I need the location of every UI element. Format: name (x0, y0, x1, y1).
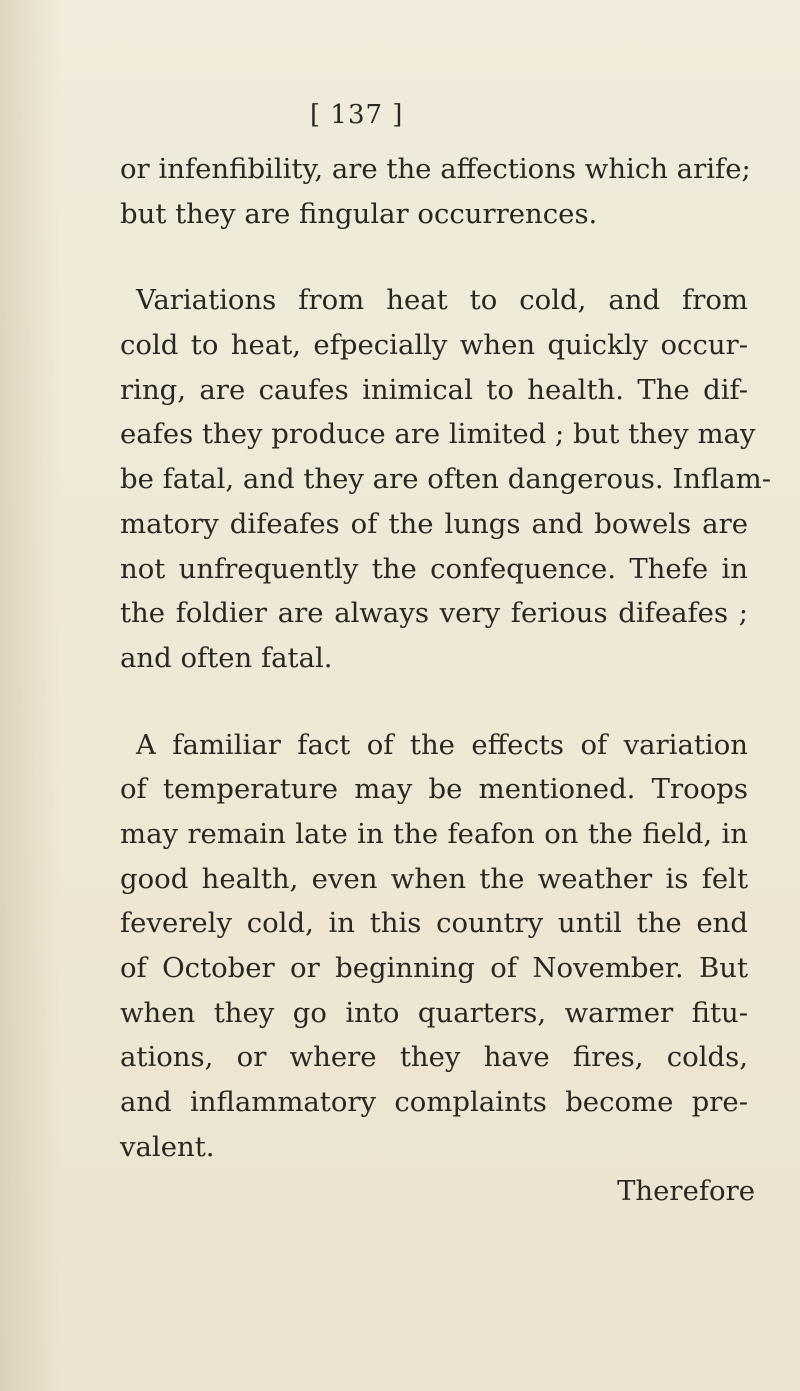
text-line: be fatal, and they are often dangerous. Inflam- (120, 463, 772, 496)
paragraph-gap (120, 681, 800, 723)
text-line: but they are fingular occurrences. (120, 197, 598, 230)
text-line: when they go into quarters, warmer fitu- (120, 996, 748, 1029)
text-line: or infenfibility, are the affections which arife; (120, 153, 751, 185)
catchword: Therefore (617, 1175, 755, 1208)
text-line: ring, are caufes inimical to health. The dif- (120, 373, 748, 406)
text-line: of October or beginning of November. But (120, 952, 748, 984)
text-line: cold to heat, efpecially when quickly occur- (120, 329, 748, 362)
text-line: good health, even when the weather is felt (120, 862, 748, 895)
page-number: [ 137 ] (310, 100, 404, 130)
text-line: ations, or where they have fires, colds, (120, 1041, 748, 1074)
text-line: not unfrequently the confequence. Thefe in (120, 552, 748, 585)
text-line: of temperature may be mentioned. Troops (120, 773, 748, 806)
text-line: valent. (120, 1130, 215, 1163)
text-line: the foldier are always very ferious difeafes ; (120, 597, 748, 630)
text-line: and inflammatory complaints become pre- (120, 1086, 748, 1119)
text-line: matory difeafes of the lungs and bowels are (120, 507, 748, 540)
text-line: may remain late in the feafon on the field, in (120, 817, 748, 850)
body-text (120, 147, 800, 1214)
text-line: Variations from heat to cold, and from (136, 284, 748, 317)
text-line: A familiar fact of the effects of variation (136, 728, 748, 761)
paragraph-gap (120, 236, 800, 278)
text-line: and often fatal. (120, 641, 333, 674)
text-line: feverely cold, in this country until the end (120, 907, 748, 940)
text-line: eafes they produce are limited ; but they may (120, 418, 756, 451)
